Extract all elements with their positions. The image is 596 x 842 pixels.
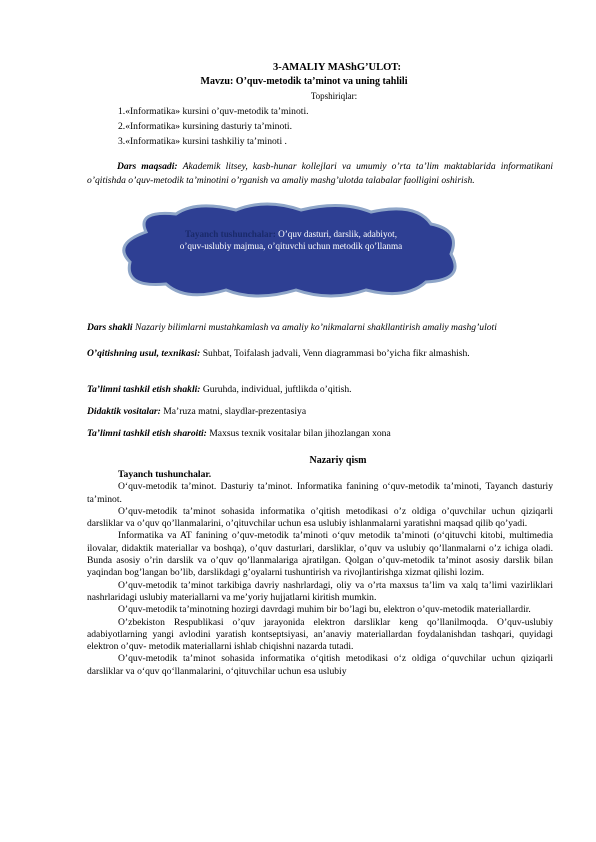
info-label: Didaktik vositalar: (87, 406, 161, 417)
info-value: Nazariy bilimlarni mustahkamlash va amaliy ko’nikmalarni shakllantirish amaliy mashg’uloti (135, 322, 497, 333)
lesson-goal (87, 160, 553, 187)
task-item: 1.«Informatika» kursini o’quv-metodik ta’minoti. (118, 106, 309, 117)
info-didactic-tools (87, 406, 553, 419)
info-teaching-methods (87, 348, 553, 361)
body-text (87, 469, 553, 678)
cloud-text (176, 229, 406, 252)
paragraph: O’quv-metodik ta’minot tarkibiga davriy nashrlardagi, oliy va o’rta maxsus ta’lim va xalq ta’limi vazirliklari nashrlaridagi uslubiy materiallarni va me’yoriy hujjatlarni kiritish mumkin. (87, 579, 553, 603)
goal-label: Dars maqsadi: (117, 161, 178, 172)
paragraph: O’quv-metodik ta’minot sohasida informatika o‘qitish metodikasi o‘z oldiga o‘quvchilar uchun qiziqarli darsliklar va o‘quv qo‘llanmalarini, o‘qituvchilar uchun esa uslubiy (87, 653, 553, 677)
task-item: 2.«Informatika» kursining dasturiy ta’minoti. (118, 121, 292, 132)
goal-text: Akademik litsey, kasb-hunar kollejlari va umumiy o’rta ta’lim maktablarida informatikani o’qitishda o’quv-metodik ta’minotini o’rganish va amaliy mashg’ulotda talabalar faolligini oshirish. (87, 161, 554, 186)
info-label: Ta’limni tashkil etish sharoiti: (87, 428, 207, 439)
paragraph: O’zbekiston Respublikasi o’quv jarayonida elektron darsliklar keng qo’llanilmoqda. O’quv-uslubiy adabiyotlarning yangi avlodini yaratish kontseptsiyasi, an’anaviy materiallardan foydalanishdan tashqari, quyidagi elektron o’quv- metodik materiallarni ishlab chiqishni nazarda tutadi. (87, 616, 553, 653)
paragraph: O‘quv-metodik ta’minot. Dasturiy ta’minot. Informatika fanining o‘quv-metodik ta’minoti, Tayanch dasturiy ta’minot. (87, 481, 553, 505)
tasks-heading: Topshiriqlar: (310, 91, 358, 101)
section-title: Nazariy qism (309, 455, 367, 466)
info-value: Maxsus texnik vositalar bilan jihozlangan xona (209, 428, 391, 439)
info-label: Ta’limni tashkil etish shakli: (87, 384, 201, 395)
body-heading: Tayanch tushunchalar. (118, 469, 212, 480)
info-value: Suhbat, Toifalash jadvali, Venn diagrammasi bo’yicha fikr almashish. (202, 348, 470, 359)
paragraph: Informatika va AT fanining o’quv-metodik ta’minoti o‘quv metodik ta’minoti (o‘qituvchi kitobi, multimedia ilovalar, didaktik materiallar va boshqa), o’quv dasturlari, darsliklar, o’quv va uslubiy qo’llanmalarni o’z ichiga oladi. Bunda asosiy o’rin darslik va o’quv qo’llanmalariga ajratilgan. Qolgan o’quv-metodik ta’minot asosiy darslik bilan yaqindan bog’langan bo’lib, darslikdagi g’oyalarni tushuntirish va rivojlantirishga xizmat qilishi lozim. (87, 530, 553, 579)
info-value: Guruhda, individual, juftlikda o’qitish. (202, 384, 352, 395)
cloud-label: Tayanch tushunchalar: (184, 229, 276, 239)
info-label: O’qitishning usul, texnikasi: (87, 348, 201, 359)
info-value: Ma’ruza matni, slaydlar-prezentasiya (163, 406, 307, 417)
info-organization-form (87, 384, 553, 397)
lesson-topic: Mavzu: O’quv-metodik ta’minot va uning tahlili (200, 76, 408, 87)
info-label: Dars shakli (87, 322, 133, 333)
task-list (118, 104, 309, 149)
task-item: 3.«Informatika» kursini tashkiliy ta’minoti . (118, 136, 287, 147)
cloud-content: O’quv dasturi, darslik, adabiyot, o’quv-uslubiy majmua, o’qituvchi uchun metodik qo’llanma (179, 229, 403, 251)
info-conditions (87, 428, 553, 441)
paragraph: O’quv-metodik ta’minot sohasida informatika o’qitish metodikasi o’z oldiga o’quvchilar uchun qiziqarli darsliklar va o’quv qo’llanmalarini, o’qituvchilar uchun esa uslubiy ishlanmalarni yaratishni maqsad qilib qo’yadi. (87, 505, 553, 530)
info-lesson-form (87, 322, 553, 335)
lesson-title: 3-AMALIY MAShG’ULOT: (272, 62, 402, 73)
paragraph: O’quv-metodik ta’minotning hozirgi davrdagi muhim bir bo’lagi bu, elektron o’quv-metodik materiallardir. (118, 604, 531, 616)
